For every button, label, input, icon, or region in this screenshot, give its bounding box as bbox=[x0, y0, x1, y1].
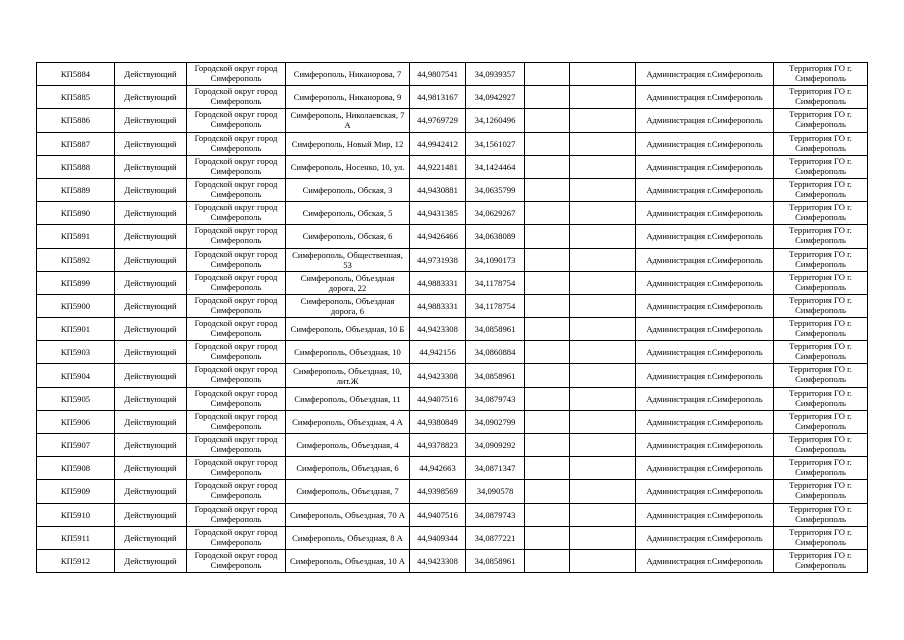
cell-territory: Территория ГО г. Симферополь bbox=[774, 178, 868, 201]
cell-empty-1 bbox=[525, 202, 570, 225]
cell-district: Городской округ город Симферополь bbox=[187, 155, 286, 178]
cell-administration: Администрация г.Симферополь bbox=[636, 294, 774, 317]
cell-id: КП5885 bbox=[37, 86, 115, 109]
cell-latitude: 44,9769729 bbox=[410, 109, 466, 132]
cell-latitude: 44,9423308 bbox=[410, 549, 466, 572]
cell-territory: Территория ГО г. Симферополь bbox=[774, 294, 868, 317]
cell-empty-2 bbox=[570, 202, 636, 225]
cell-empty-1 bbox=[525, 526, 570, 549]
cell-address: Симферополь, Никанорова, 9 bbox=[286, 86, 410, 109]
cell-latitude: 44,9942412 bbox=[410, 132, 466, 155]
cell-administration: Администрация г.Симферополь bbox=[636, 434, 774, 457]
cell-id: КП5886 bbox=[37, 109, 115, 132]
table-row bbox=[37, 294, 868, 317]
cell-district: Городской округ город Симферополь bbox=[187, 341, 286, 364]
cell-longitude: 34,1178754 bbox=[466, 271, 525, 294]
cell-administration: Администрация г.Симферополь bbox=[636, 225, 774, 248]
cell-empty-2 bbox=[570, 248, 636, 271]
cell-status: Действующий bbox=[115, 248, 187, 271]
cell-territory: Территория ГО г. Симферополь bbox=[774, 318, 868, 341]
cell-id: КП5904 bbox=[37, 364, 115, 387]
cell-district: Городской округ город Симферополь bbox=[187, 434, 286, 457]
cell-empty-1 bbox=[525, 271, 570, 294]
cell-administration: Администрация г.Симферополь bbox=[636, 364, 774, 387]
cell-address: Симферополь, Объездная дорога, 22 bbox=[286, 271, 410, 294]
cell-address: Симферополь, Объездная, 6 bbox=[286, 457, 410, 480]
cell-empty-2 bbox=[570, 318, 636, 341]
table-row bbox=[37, 86, 868, 109]
cell-district: Городской округ город Симферополь bbox=[187, 480, 286, 503]
cell-longitude: 34,0858961 bbox=[466, 318, 525, 341]
cell-address: Симферополь, Объездная, 4 А bbox=[286, 410, 410, 433]
cell-empty-2 bbox=[570, 132, 636, 155]
cell-address: Симферополь, Объездная, 8 А bbox=[286, 526, 410, 549]
cell-empty-2 bbox=[570, 86, 636, 109]
cell-empty-1 bbox=[525, 480, 570, 503]
cell-status: Действующий bbox=[115, 63, 187, 86]
cell-administration: Администрация г.Симферополь bbox=[636, 155, 774, 178]
cell-district: Городской округ город Симферополь bbox=[187, 86, 286, 109]
cell-latitude: 44,9813167 bbox=[410, 86, 466, 109]
cell-administration: Администрация г.Симферополь bbox=[636, 132, 774, 155]
cell-empty-1 bbox=[525, 503, 570, 526]
cell-address: Симферополь, Объездная, 10 bbox=[286, 341, 410, 364]
cell-longitude: 34,1090173 bbox=[466, 248, 525, 271]
cell-district: Городской округ город Симферополь bbox=[187, 503, 286, 526]
cell-latitude: 44,942663 bbox=[410, 457, 466, 480]
cell-status: Действующий bbox=[115, 318, 187, 341]
cell-longitude: 34,0638089 bbox=[466, 225, 525, 248]
cell-status: Действующий bbox=[115, 132, 187, 155]
cell-territory: Территория ГО г. Симферополь bbox=[774, 457, 868, 480]
cell-territory: Территория ГО г. Симферополь bbox=[774, 364, 868, 387]
cell-empty-2 bbox=[570, 225, 636, 248]
cell-district: Городской округ город Симферополь bbox=[187, 387, 286, 410]
cell-id: КП5911 bbox=[37, 526, 115, 549]
cell-empty-2 bbox=[570, 434, 636, 457]
cell-id: КП5888 bbox=[37, 155, 115, 178]
cell-id: КП5907 bbox=[37, 434, 115, 457]
cell-empty-2 bbox=[570, 457, 636, 480]
cell-id: КП5887 bbox=[37, 132, 115, 155]
cell-latitude: 44,9407516 bbox=[410, 387, 466, 410]
cell-address: Симферополь, Никанорова, 7 bbox=[286, 63, 410, 86]
cell-id: КП5892 bbox=[37, 248, 115, 271]
cell-address: Симферополь, Обская, 3 bbox=[286, 178, 410, 201]
table-row bbox=[37, 480, 868, 503]
table-row bbox=[37, 178, 868, 201]
cell-empty-1 bbox=[525, 434, 570, 457]
cell-status: Действующий bbox=[115, 294, 187, 317]
cell-empty-2 bbox=[570, 155, 636, 178]
cell-district: Городской округ город Симферополь bbox=[187, 178, 286, 201]
cell-id: КП5899 bbox=[37, 271, 115, 294]
table-row bbox=[37, 132, 868, 155]
cell-latitude: 44,9430881 bbox=[410, 178, 466, 201]
cell-administration: Администрация г.Симферополь bbox=[636, 387, 774, 410]
cell-id: КП5901 bbox=[37, 318, 115, 341]
cell-territory: Территория ГО г. Симферополь bbox=[774, 549, 868, 572]
cell-administration: Администрация г.Симферополь bbox=[636, 526, 774, 549]
cell-id: КП5903 bbox=[37, 341, 115, 364]
cell-territory: Территория ГО г. Симферополь bbox=[774, 63, 868, 86]
cell-latitude: 44,9407516 bbox=[410, 503, 466, 526]
cell-longitude: 34,0879743 bbox=[466, 387, 525, 410]
cell-latitude: 44,9423308 bbox=[410, 364, 466, 387]
cell-empty-2 bbox=[570, 410, 636, 433]
cell-administration: Администрация г.Симферополь bbox=[636, 178, 774, 201]
cell-empty-2 bbox=[570, 526, 636, 549]
cell-empty-1 bbox=[525, 178, 570, 201]
cell-administration: Администрация г.Симферополь bbox=[636, 63, 774, 86]
cell-empty-2 bbox=[570, 63, 636, 86]
cell-administration: Администрация г.Симферополь bbox=[636, 318, 774, 341]
cell-address: Симферополь, Объездная, 10, лит.Ж bbox=[286, 364, 410, 387]
cell-address: Симферополь, Носенко, 10, ул. bbox=[286, 155, 410, 178]
cell-empty-1 bbox=[525, 410, 570, 433]
cell-status: Действующий bbox=[115, 410, 187, 433]
cell-status: Действующий bbox=[115, 271, 187, 294]
cell-status: Действующий bbox=[115, 457, 187, 480]
table-row bbox=[37, 63, 868, 86]
cell-empty-2 bbox=[570, 109, 636, 132]
cell-address: Симферополь, Объездная, 4 bbox=[286, 434, 410, 457]
table-row bbox=[37, 271, 868, 294]
cell-empty-1 bbox=[525, 457, 570, 480]
cell-empty-2 bbox=[570, 387, 636, 410]
cell-district: Городской округ город Симферополь bbox=[187, 225, 286, 248]
cell-latitude: 44,942156 bbox=[410, 341, 466, 364]
table-row bbox=[37, 155, 868, 178]
table-row bbox=[37, 387, 868, 410]
cell-empty-2 bbox=[570, 341, 636, 364]
cell-status: Действующий bbox=[115, 178, 187, 201]
cell-longitude: 34,0871347 bbox=[466, 457, 525, 480]
cell-longitude: 34,0942927 bbox=[466, 86, 525, 109]
cell-id: КП5891 bbox=[37, 225, 115, 248]
cell-administration: Администрация г.Симферополь bbox=[636, 410, 774, 433]
cell-district: Городской округ город Симферополь bbox=[187, 294, 286, 317]
cell-district: Городской округ город Симферополь bbox=[187, 526, 286, 549]
cell-id: КП5906 bbox=[37, 410, 115, 433]
cell-longitude: 34,0909292 bbox=[466, 434, 525, 457]
cell-empty-1 bbox=[525, 109, 570, 132]
cell-longitude: 34,0858961 bbox=[466, 549, 525, 572]
cell-status: Действующий bbox=[115, 434, 187, 457]
cell-empty-1 bbox=[525, 132, 570, 155]
cell-latitude: 44,9380849 bbox=[410, 410, 466, 433]
table-row bbox=[37, 202, 868, 225]
cell-latitude: 44,9423308 bbox=[410, 318, 466, 341]
cell-district: Городской округ город Симферополь bbox=[187, 202, 286, 225]
cell-address: Симферополь, Объездная, 11 bbox=[286, 387, 410, 410]
cell-address: Симферополь, Общественная, 53 bbox=[286, 248, 410, 271]
cell-territory: Территория ГО г. Симферополь bbox=[774, 480, 868, 503]
cell-empty-1 bbox=[525, 549, 570, 572]
cell-empty-2 bbox=[570, 480, 636, 503]
cell-administration: Администрация г.Симферополь bbox=[636, 549, 774, 572]
table-row bbox=[37, 225, 868, 248]
cell-longitude: 34,0629267 bbox=[466, 202, 525, 225]
cell-address: Симферополь, Объездная, 70 А bbox=[286, 503, 410, 526]
cell-administration: Администрация г.Симферополь bbox=[636, 480, 774, 503]
cell-administration: Администрация г.Симферополь bbox=[636, 503, 774, 526]
cell-id: КП5910 bbox=[37, 503, 115, 526]
cell-address: Симферополь, Объездная, 7 bbox=[286, 480, 410, 503]
table-row bbox=[37, 109, 868, 132]
cell-id: КП5884 bbox=[37, 63, 115, 86]
table-row bbox=[37, 318, 868, 341]
cell-latitude: 44,9883331 bbox=[410, 294, 466, 317]
cell-address: Симферополь, Николаевская, 7 А bbox=[286, 109, 410, 132]
cell-administration: Администрация г.Симферополь bbox=[636, 248, 774, 271]
cell-id: КП5912 bbox=[37, 549, 115, 572]
cell-latitude: 44,9731938 bbox=[410, 248, 466, 271]
cell-empty-1 bbox=[525, 248, 570, 271]
cell-territory: Территория ГО г. Симферополь bbox=[774, 248, 868, 271]
cell-district: Городской округ город Симферополь bbox=[187, 410, 286, 433]
cell-status: Действующий bbox=[115, 225, 187, 248]
cell-empty-2 bbox=[570, 178, 636, 201]
cell-administration: Администрация г.Симферополь bbox=[636, 457, 774, 480]
cell-administration: Администрация г.Симферополь bbox=[636, 341, 774, 364]
cell-address: Симферополь, Объездная, 10 Б bbox=[286, 318, 410, 341]
cell-territory: Территория ГО г. Симферополь bbox=[774, 109, 868, 132]
table-row bbox=[37, 364, 868, 387]
cell-id: КП5909 bbox=[37, 480, 115, 503]
cell-district: Городской округ город Симферополь bbox=[187, 271, 286, 294]
cell-status: Действующий bbox=[115, 341, 187, 364]
cell-administration: Администрация г.Симферополь bbox=[636, 109, 774, 132]
cell-longitude: 34,0939357 bbox=[466, 63, 525, 86]
cell-district: Городской округ город Симферополь bbox=[187, 63, 286, 86]
cell-empty-1 bbox=[525, 294, 570, 317]
cell-longitude: 34,1561027 bbox=[466, 132, 525, 155]
cell-empty-1 bbox=[525, 155, 570, 178]
cell-address: Симферополь, Объездная дорога, 6 bbox=[286, 294, 410, 317]
cell-empty-1 bbox=[525, 63, 570, 86]
table-body bbox=[37, 63, 868, 573]
cell-territory: Территория ГО г. Симферополь bbox=[774, 341, 868, 364]
cell-empty-2 bbox=[570, 294, 636, 317]
cell-empty-1 bbox=[525, 86, 570, 109]
cell-territory: Территория ГО г. Симферополь bbox=[774, 202, 868, 225]
cell-longitude: 34,1260496 bbox=[466, 109, 525, 132]
cell-district: Городской округ город Симферополь bbox=[187, 109, 286, 132]
table-row bbox=[37, 549, 868, 572]
cell-territory: Территория ГО г. Симферополь bbox=[774, 86, 868, 109]
cell-empty-1 bbox=[525, 225, 570, 248]
cell-territory: Территория ГО г. Симферополь bbox=[774, 387, 868, 410]
cell-longitude: 34,0860884 bbox=[466, 341, 525, 364]
cell-id: КП5905 bbox=[37, 387, 115, 410]
cell-empty-2 bbox=[570, 503, 636, 526]
cell-administration: Администрация г.Симферополь bbox=[636, 86, 774, 109]
cell-latitude: 44,9378823 bbox=[410, 434, 466, 457]
table-row bbox=[37, 503, 868, 526]
cell-district: Городской округ город Симферополь bbox=[187, 248, 286, 271]
cell-latitude: 44,9409344 bbox=[410, 526, 466, 549]
cell-territory: Территория ГО г. Симферополь bbox=[774, 410, 868, 433]
table-row bbox=[37, 410, 868, 433]
cell-longitude: 34,0858961 bbox=[466, 364, 525, 387]
cell-territory: Территория ГО г. Симферополь bbox=[774, 503, 868, 526]
cell-district: Городской округ город Симферополь bbox=[187, 457, 286, 480]
cell-territory: Территория ГО г. Симферополь bbox=[774, 132, 868, 155]
cell-status: Действующий bbox=[115, 549, 187, 572]
cell-empty-1 bbox=[525, 341, 570, 364]
cell-latitude: 44,9807541 bbox=[410, 63, 466, 86]
cell-status: Действующий bbox=[115, 86, 187, 109]
cell-district: Городской округ город Симферополь bbox=[187, 132, 286, 155]
table-row bbox=[37, 248, 868, 271]
cell-latitude: 44,9431385 bbox=[410, 202, 466, 225]
cell-territory: Территория ГО г. Симферополь bbox=[774, 434, 868, 457]
cell-district: Городской округ город Симферополь bbox=[187, 318, 286, 341]
cell-territory: Территория ГО г. Симферополь bbox=[774, 155, 868, 178]
table-row bbox=[37, 526, 868, 549]
cell-longitude: 34,1424464 bbox=[466, 155, 525, 178]
cell-empty-2 bbox=[570, 549, 636, 572]
cell-district: Городской округ город Симферополь bbox=[187, 364, 286, 387]
table-row bbox=[37, 434, 868, 457]
cell-status: Действующий bbox=[115, 202, 187, 225]
cell-empty-2 bbox=[570, 271, 636, 294]
cell-latitude: 44,9221481 bbox=[410, 155, 466, 178]
cell-empty-1 bbox=[525, 364, 570, 387]
cell-address: Симферополь, Обская, 6 bbox=[286, 225, 410, 248]
cell-territory: Территория ГО г. Симферополь bbox=[774, 526, 868, 549]
cell-empty-1 bbox=[525, 387, 570, 410]
cell-longitude: 34,1178754 bbox=[466, 294, 525, 317]
cell-longitude: 34,0879743 bbox=[466, 503, 525, 526]
cell-status: Действующий bbox=[115, 526, 187, 549]
table-row bbox=[37, 341, 868, 364]
cell-empty-1 bbox=[525, 318, 570, 341]
cell-status: Действующий bbox=[115, 387, 187, 410]
cell-status: Действующий bbox=[115, 109, 187, 132]
cell-address: Симферополь, Новый Мир, 12 bbox=[286, 132, 410, 155]
cell-status: Действующий bbox=[115, 503, 187, 526]
cell-address: Симферополь, Объездная, 10 А bbox=[286, 549, 410, 572]
cell-id: КП5908 bbox=[37, 457, 115, 480]
cell-empty-2 bbox=[570, 364, 636, 387]
cell-territory: Территория ГО г. Симферополь bbox=[774, 271, 868, 294]
cell-latitude: 44,9426466 bbox=[410, 225, 466, 248]
cell-id: КП5889 bbox=[37, 178, 115, 201]
cell-administration: Администрация г.Симферополь bbox=[636, 202, 774, 225]
cell-longitude: 34,0877221 bbox=[466, 526, 525, 549]
cell-longitude: 34,0635799 bbox=[466, 178, 525, 201]
registry-table bbox=[36, 62, 868, 573]
cell-administration: Администрация г.Симферополь bbox=[636, 271, 774, 294]
cell-id: КП5900 bbox=[37, 294, 115, 317]
cell-status: Действующий bbox=[115, 364, 187, 387]
cell-longitude: 34,0902799 bbox=[466, 410, 525, 433]
cell-status: Действующий bbox=[115, 480, 187, 503]
cell-latitude: 44,9883331 bbox=[410, 271, 466, 294]
cell-address: Симферополь, Обская, 5 bbox=[286, 202, 410, 225]
table-row bbox=[37, 457, 868, 480]
cell-longitude: 34,090578 bbox=[466, 480, 525, 503]
cell-territory: Территория ГО г. Симферополь bbox=[774, 225, 868, 248]
cell-latitude: 44,9398569 bbox=[410, 480, 466, 503]
cell-id: КП5890 bbox=[37, 202, 115, 225]
cell-status: Действующий bbox=[115, 155, 187, 178]
cell-district: Городской округ город Симферополь bbox=[187, 549, 286, 572]
